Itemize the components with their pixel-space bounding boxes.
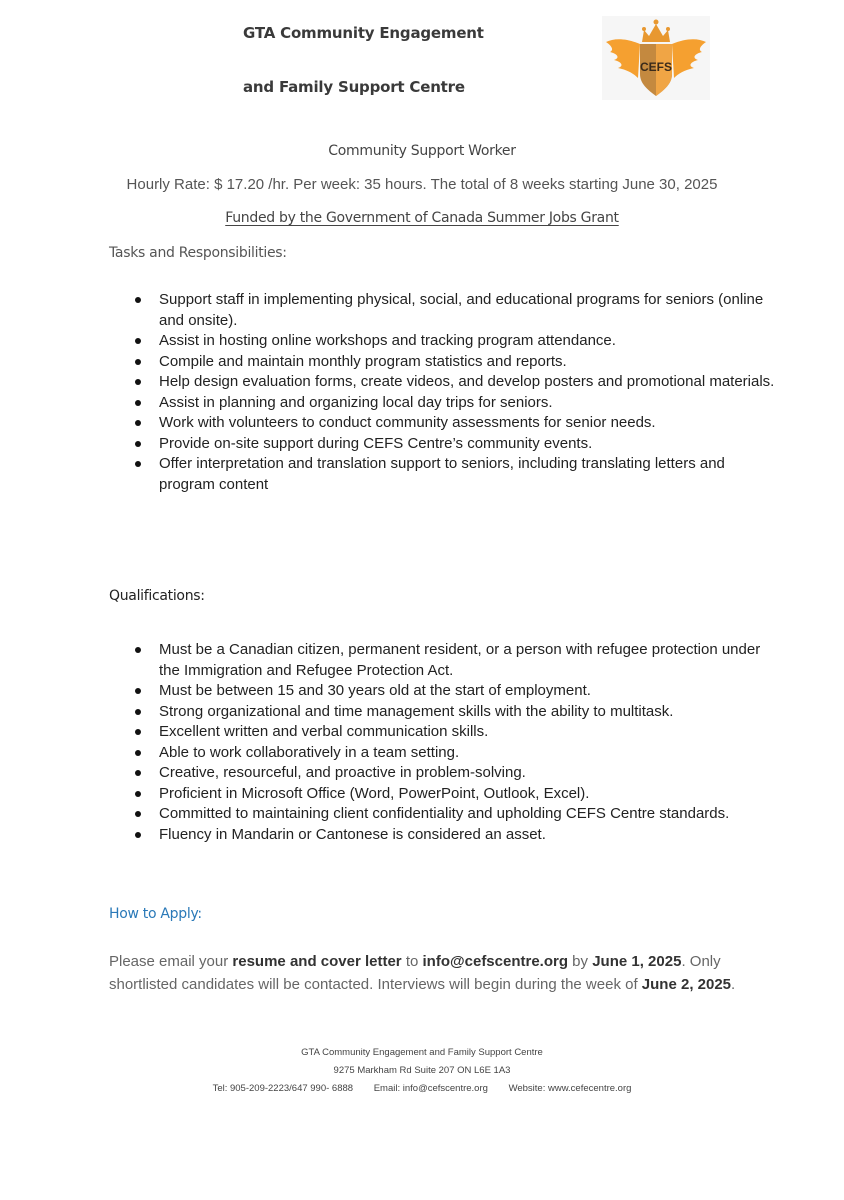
bullet-icon: [135, 647, 141, 653]
qualification-item: Must be between 15 and 30 years old at the start of employment.: [133, 681, 783, 702]
funded-text: Funded by the Government of Canada Summer Jobs Grant: [225, 210, 619, 226]
apply-documents: resume and cover letter: [232, 953, 402, 970]
task-item: Offer interpretation and translation support to seniors, including translating letters and program content: [133, 454, 783, 495]
footer-address: 9275 Markham Rd Suite 207 ON L6E 1A3: [333, 1065, 511, 1076]
bullet-icon: [135, 297, 141, 303]
tasks-heading: Tasks and Responsibilities:: [109, 245, 287, 261]
bullet-icon: [135, 338, 141, 344]
task-item: Assist in planning and organizing local day trips for seniors.: [133, 393, 783, 414]
footer-tel: Tel: 905-209-2223/647 990- 6888: [212, 1083, 354, 1094]
bullet-icon: [135, 400, 141, 406]
qualification-item: Strong organizational and time management skills with the ability to multitask.: [133, 702, 783, 723]
bullet-icon: [135, 379, 141, 385]
task-item: Assist in hosting online workshops and tracking program attendance.: [133, 331, 783, 352]
apply-email-link[interactable]: info@cefscentre.org: [422, 953, 569, 970]
bullet-icon: [135, 729, 141, 735]
task-item: Provide on-site support during CEFS Centre’s community events.: [133, 434, 783, 455]
job-title: Community Support Worker: [328, 143, 516, 159]
qualification-item: Fluency in Mandarin or Cantonese is considered an asset.: [133, 825, 783, 846]
logo-text: CEFS: [639, 60, 673, 74]
footer-org-name: GTA Community Engagement and Family Support Centre: [301, 1047, 543, 1058]
bullet-icon: [135, 750, 141, 756]
qualifications-list: [133, 640, 783, 845]
bullet-icon: [135, 811, 141, 817]
task-item: Help design evaluation forms, create videos, and develop posters and promotional materials.: [133, 372, 783, 393]
apply-instructions: Please email your resume and cover letter to info@cefscentre.org by June 1, 2025. Only shortlisted candidates will be contacted. Interviews will begin during the week of June 2, 2025.: [109, 953, 736, 993]
bullet-icon: [135, 359, 141, 365]
bullet-icon: [135, 420, 141, 426]
footer-contact: [0, 1083, 844, 1094]
qualification-item: Excellent written and verbal communication skills.: [133, 722, 783, 743]
footer-website[interactable]: Website: www.cefecentre.org: [508, 1083, 632, 1094]
bullet-icon: [135, 688, 141, 694]
how-to-apply-heading: How to Apply:: [109, 906, 202, 922]
tasks-list: [133, 290, 783, 495]
cefs-logo: [602, 16, 710, 100]
footer-email[interactable]: Email: info@cefscentre.org: [373, 1083, 488, 1094]
crown-shield-wings-logo-icon: [602, 16, 710, 100]
interview-date: June 2, 2025: [641, 975, 732, 993]
task-item: Work with volunteers to conduct community assessments for senior needs.: [133, 413, 783, 434]
qualification-item: Able to work collaboratively in a team setting.: [133, 743, 783, 764]
org-name-line2: and Family Support Centre: [243, 78, 465, 96]
task-item: Compile and maintain monthly program statistics and reports.: [133, 352, 783, 373]
bullet-icon: [135, 791, 141, 797]
bullet-icon: [135, 441, 141, 447]
qualification-item: Proficient in Microsoft Office (Word, PowerPoint, Outlook, Excel).: [133, 784, 783, 805]
apply-deadline: June 1, 2025: [592, 953, 682, 970]
bullet-icon: [135, 770, 141, 776]
bullet-icon: [135, 461, 141, 467]
bullet-icon: [135, 709, 141, 715]
rate-line: Hourly Rate: $ 17.20 /hr. Per week: 35 hours. The total of 8 weeks starting June 30, 2025: [126, 176, 718, 193]
qualification-item: Committed to maintaining client confidentiality and upholding CEFS Centre standards.: [133, 804, 783, 825]
funded-line: [0, 210, 844, 226]
org-name-line1: GTA Community Engagement: [243, 24, 484, 42]
qualification-item: Creative, resourceful, and proactive in problem-solving.: [133, 763, 783, 784]
qualifications-heading: Qualifications:: [109, 588, 205, 604]
task-item: Support staff in implementing physical, social, and educational programs for seniors (online and onsite).: [133, 290, 783, 331]
qualification-item: Must be a Canadian citizen, permanent resident, or a person with refugee protection under the Immigration and Refugee Protection Act.: [133, 640, 783, 681]
bullet-icon: [135, 832, 141, 838]
